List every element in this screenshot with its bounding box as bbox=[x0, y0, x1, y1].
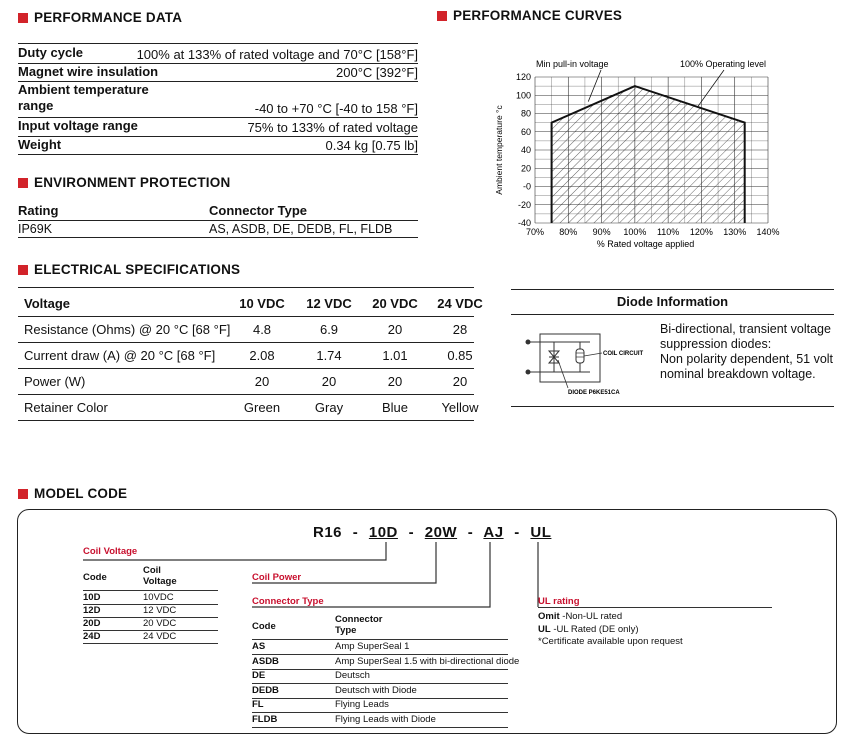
electrical-cell: Yellow bbox=[441, 400, 479, 415]
x-tick-label: 110% bbox=[656, 227, 680, 237]
electrical-cell: 20 bbox=[387, 374, 403, 389]
y-tick-label: 20 bbox=[520, 163, 531, 174]
performance-data-value: -40 to +70 °C [-40 to 158 °F] bbox=[254, 101, 418, 116]
coil-voltage-value: 12 VDC bbox=[143, 605, 177, 616]
annotation-min-pull-in: Min pull-in voltage bbox=[536, 59, 609, 69]
electrical-cell: 20 bbox=[321, 374, 337, 389]
y-tick-label: -40 bbox=[517, 218, 531, 228]
y-tick-label: -0 bbox=[522, 181, 531, 192]
x-tick-label: 130% bbox=[723, 227, 747, 237]
electrical-cell: 20 bbox=[387, 322, 403, 337]
ul-note: *Certificate available upon request bbox=[538, 636, 683, 647]
code-segment-ul: UL bbox=[530, 524, 552, 541]
coil-voltage-code: 10D bbox=[83, 592, 101, 603]
electrical-header-cell: Voltage bbox=[24, 296, 70, 311]
coil-circuit-label: COIL CIRCUIT bbox=[603, 351, 644, 357]
electrical-cell: 6.9 bbox=[319, 322, 339, 337]
x-axis-label: % Rated voltage applied bbox=[596, 239, 695, 249]
electrical-cell: Blue bbox=[381, 400, 409, 415]
performance-data-value: 200°C [392°F] bbox=[336, 65, 418, 80]
y-tick-label: 120 bbox=[515, 72, 531, 82]
coil-voltage-value: 20 VDC bbox=[143, 618, 177, 629]
y-tick-label: 80 bbox=[520, 108, 531, 119]
coil-voltage-code: 12D bbox=[83, 605, 101, 616]
performance-data-key: Weight bbox=[18, 137, 62, 152]
code-segment-voltage: 10D bbox=[368, 524, 398, 541]
electrical-cell: 1.74 bbox=[316, 348, 342, 363]
performance-data-key: Magnet wire insulation bbox=[18, 64, 159, 79]
electrical-header-cell: 24 VDC bbox=[437, 296, 483, 311]
electrical-heading: ELECTRICAL SPECIFICATIONS bbox=[18, 262, 240, 277]
model-code-heading: MODEL CODE bbox=[18, 486, 127, 501]
connector-type-value: AS, ASDB, DE, DEDB, FL, FLDB bbox=[209, 222, 393, 236]
code-separator: - bbox=[514, 524, 520, 541]
x-tick-label: 90% bbox=[592, 227, 611, 237]
connector-row-rule bbox=[252, 669, 508, 670]
diode-title: Diode Information bbox=[616, 294, 729, 309]
x-tick-label: 70% bbox=[525, 227, 545, 237]
electrical-cell: 2.08 bbox=[249, 348, 275, 363]
diode-part-label: DIODE P6KE51CA bbox=[568, 390, 620, 396]
coil-voltage-value: 10VDC bbox=[143, 592, 174, 603]
ul-rating-rule bbox=[538, 607, 772, 608]
performance-data-key: Duty cycle bbox=[18, 45, 84, 60]
y-tick-label: 60 bbox=[520, 126, 531, 137]
electrical-cell: Resistance (Ohms) @ 20 °C [68 °F] bbox=[24, 322, 231, 337]
connector-code: FLDB bbox=[252, 713, 278, 725]
connector-description: Amp SuperSeal 1 bbox=[335, 641, 410, 652]
code-segment-series: R16 bbox=[313, 524, 343, 541]
coil-voltage-code: 20D bbox=[83, 618, 101, 629]
rating-value: IP69K bbox=[18, 222, 53, 236]
connector-description: Amp SuperSeal 1.5 with bi-directional diode bbox=[335, 655, 520, 667]
x-tick-label: 120% bbox=[689, 227, 713, 237]
diode-text-line: Non polarity dependent, 51 volt bbox=[660, 352, 834, 366]
connector-code: DEDB bbox=[252, 684, 279, 696]
electrical-cell: 4.8 bbox=[252, 322, 272, 337]
code-segment-connector: AJ bbox=[483, 524, 504, 541]
diode-text-line: nominal breakdown voltage. bbox=[660, 367, 816, 381]
ul-option-omit: Omit -Non-UL rated bbox=[538, 611, 623, 622]
coil-voltage-code-header: Code bbox=[83, 572, 107, 583]
ul-option-ul: UL -UL Rated (DE only) bbox=[538, 623, 639, 635]
connector-description: Deutsch with Diode bbox=[335, 684, 417, 696]
connector-description: Deutsch bbox=[335, 670, 370, 681]
electrical-cell: Gray bbox=[314, 400, 344, 415]
performance-data-value: 0.34 kg [0.75 lb] bbox=[325, 138, 418, 153]
annotation-operating-level: 100% Operating level bbox=[680, 59, 767, 69]
coil-voltage-header-rule bbox=[83, 590, 218, 591]
electrical-cell: 0.85 bbox=[447, 348, 473, 363]
y-axis-label: Ambient temperature °c bbox=[494, 105, 504, 195]
connector-code: ASDB bbox=[252, 655, 279, 667]
code-separator: - bbox=[467, 524, 474, 541]
performance-data-key: Input voltage range bbox=[18, 118, 138, 133]
connector-code: AS bbox=[252, 641, 266, 652]
diode-text-line: Bi-directional, transient voltage bbox=[660, 322, 831, 336]
x-tick-label: 100% bbox=[623, 227, 647, 237]
electrical-cell: Green bbox=[243, 400, 281, 415]
performance-curves-heading: PERFORMANCE CURVES bbox=[437, 8, 622, 23]
connector-header-rule bbox=[252, 639, 508, 640]
coil-voltage-value: 24 VDC bbox=[143, 631, 177, 642]
connector-code: FL bbox=[252, 699, 264, 710]
connector-description: Flying Leads bbox=[335, 699, 389, 710]
electrical-header-cell: 12 VDC bbox=[306, 296, 352, 311]
environment-heading: ENVIRONMENT PROTECTION bbox=[18, 175, 230, 190]
performance-data-value: 100% at 133% of rated voltage and 70°C [158°F] bbox=[136, 47, 418, 62]
code-segment-power: 20W bbox=[424, 524, 458, 541]
ul-rating-label: UL rating bbox=[538, 596, 580, 607]
code-separator: - bbox=[352, 524, 359, 541]
coil-voltage-value-header: Coil Voltage bbox=[143, 565, 177, 587]
x-tick-label: 80% bbox=[559, 227, 578, 237]
ul-rating-options bbox=[538, 611, 683, 649]
coil-voltage-code: 24D bbox=[83, 631, 101, 642]
connector-code: DE bbox=[252, 670, 266, 681]
y-tick-label: -20 bbox=[517, 199, 531, 210]
y-tick-label: 100 bbox=[515, 90, 531, 101]
electrical-header-cell: 10 VDC bbox=[239, 296, 285, 311]
performance-data-key: Ambient temperature range bbox=[18, 82, 149, 113]
electrical-header-cell: 20 VDC bbox=[372, 296, 418, 311]
coil-voltage-row-rule bbox=[83, 643, 218, 644]
connector-type-label: Connector Type bbox=[252, 596, 324, 607]
connector-type-header: Connector Type bbox=[209, 203, 307, 218]
code-separator: - bbox=[408, 524, 415, 541]
electrical-cell: 20 bbox=[452, 374, 468, 389]
rating-header: Rating bbox=[18, 203, 59, 218]
electrical-cell: Retainer Color bbox=[24, 400, 108, 415]
connector-code-header: Code bbox=[252, 621, 276, 632]
y-tick-label: 40 bbox=[520, 145, 531, 155]
performance-data-value: 75% to 133% of rated voltage bbox=[247, 120, 418, 135]
coil-voltage-label: Coil Voltage bbox=[83, 546, 138, 557]
electrical-cell: 1.01 bbox=[382, 348, 408, 363]
electrical-cell: Power (W) bbox=[24, 374, 86, 389]
diode-text-line: suppression diodes: bbox=[660, 337, 772, 351]
x-tick-label: 140% bbox=[756, 227, 780, 237]
connector-row-rule bbox=[252, 727, 508, 728]
connector-type-header-mc: Connector Type bbox=[335, 614, 383, 636]
performance-data-heading: PERFORMANCE DATA bbox=[18, 10, 182, 25]
electrical-cell: 20 bbox=[254, 374, 270, 389]
coil-power-label: Coil Power bbox=[252, 572, 302, 583]
electrical-cell: Current draw (A) @ 20 °C [68 °F] bbox=[24, 348, 216, 363]
connector-description: Flying Leads with Diode bbox=[335, 713, 436, 725]
electrical-cell: 28 bbox=[452, 322, 468, 337]
